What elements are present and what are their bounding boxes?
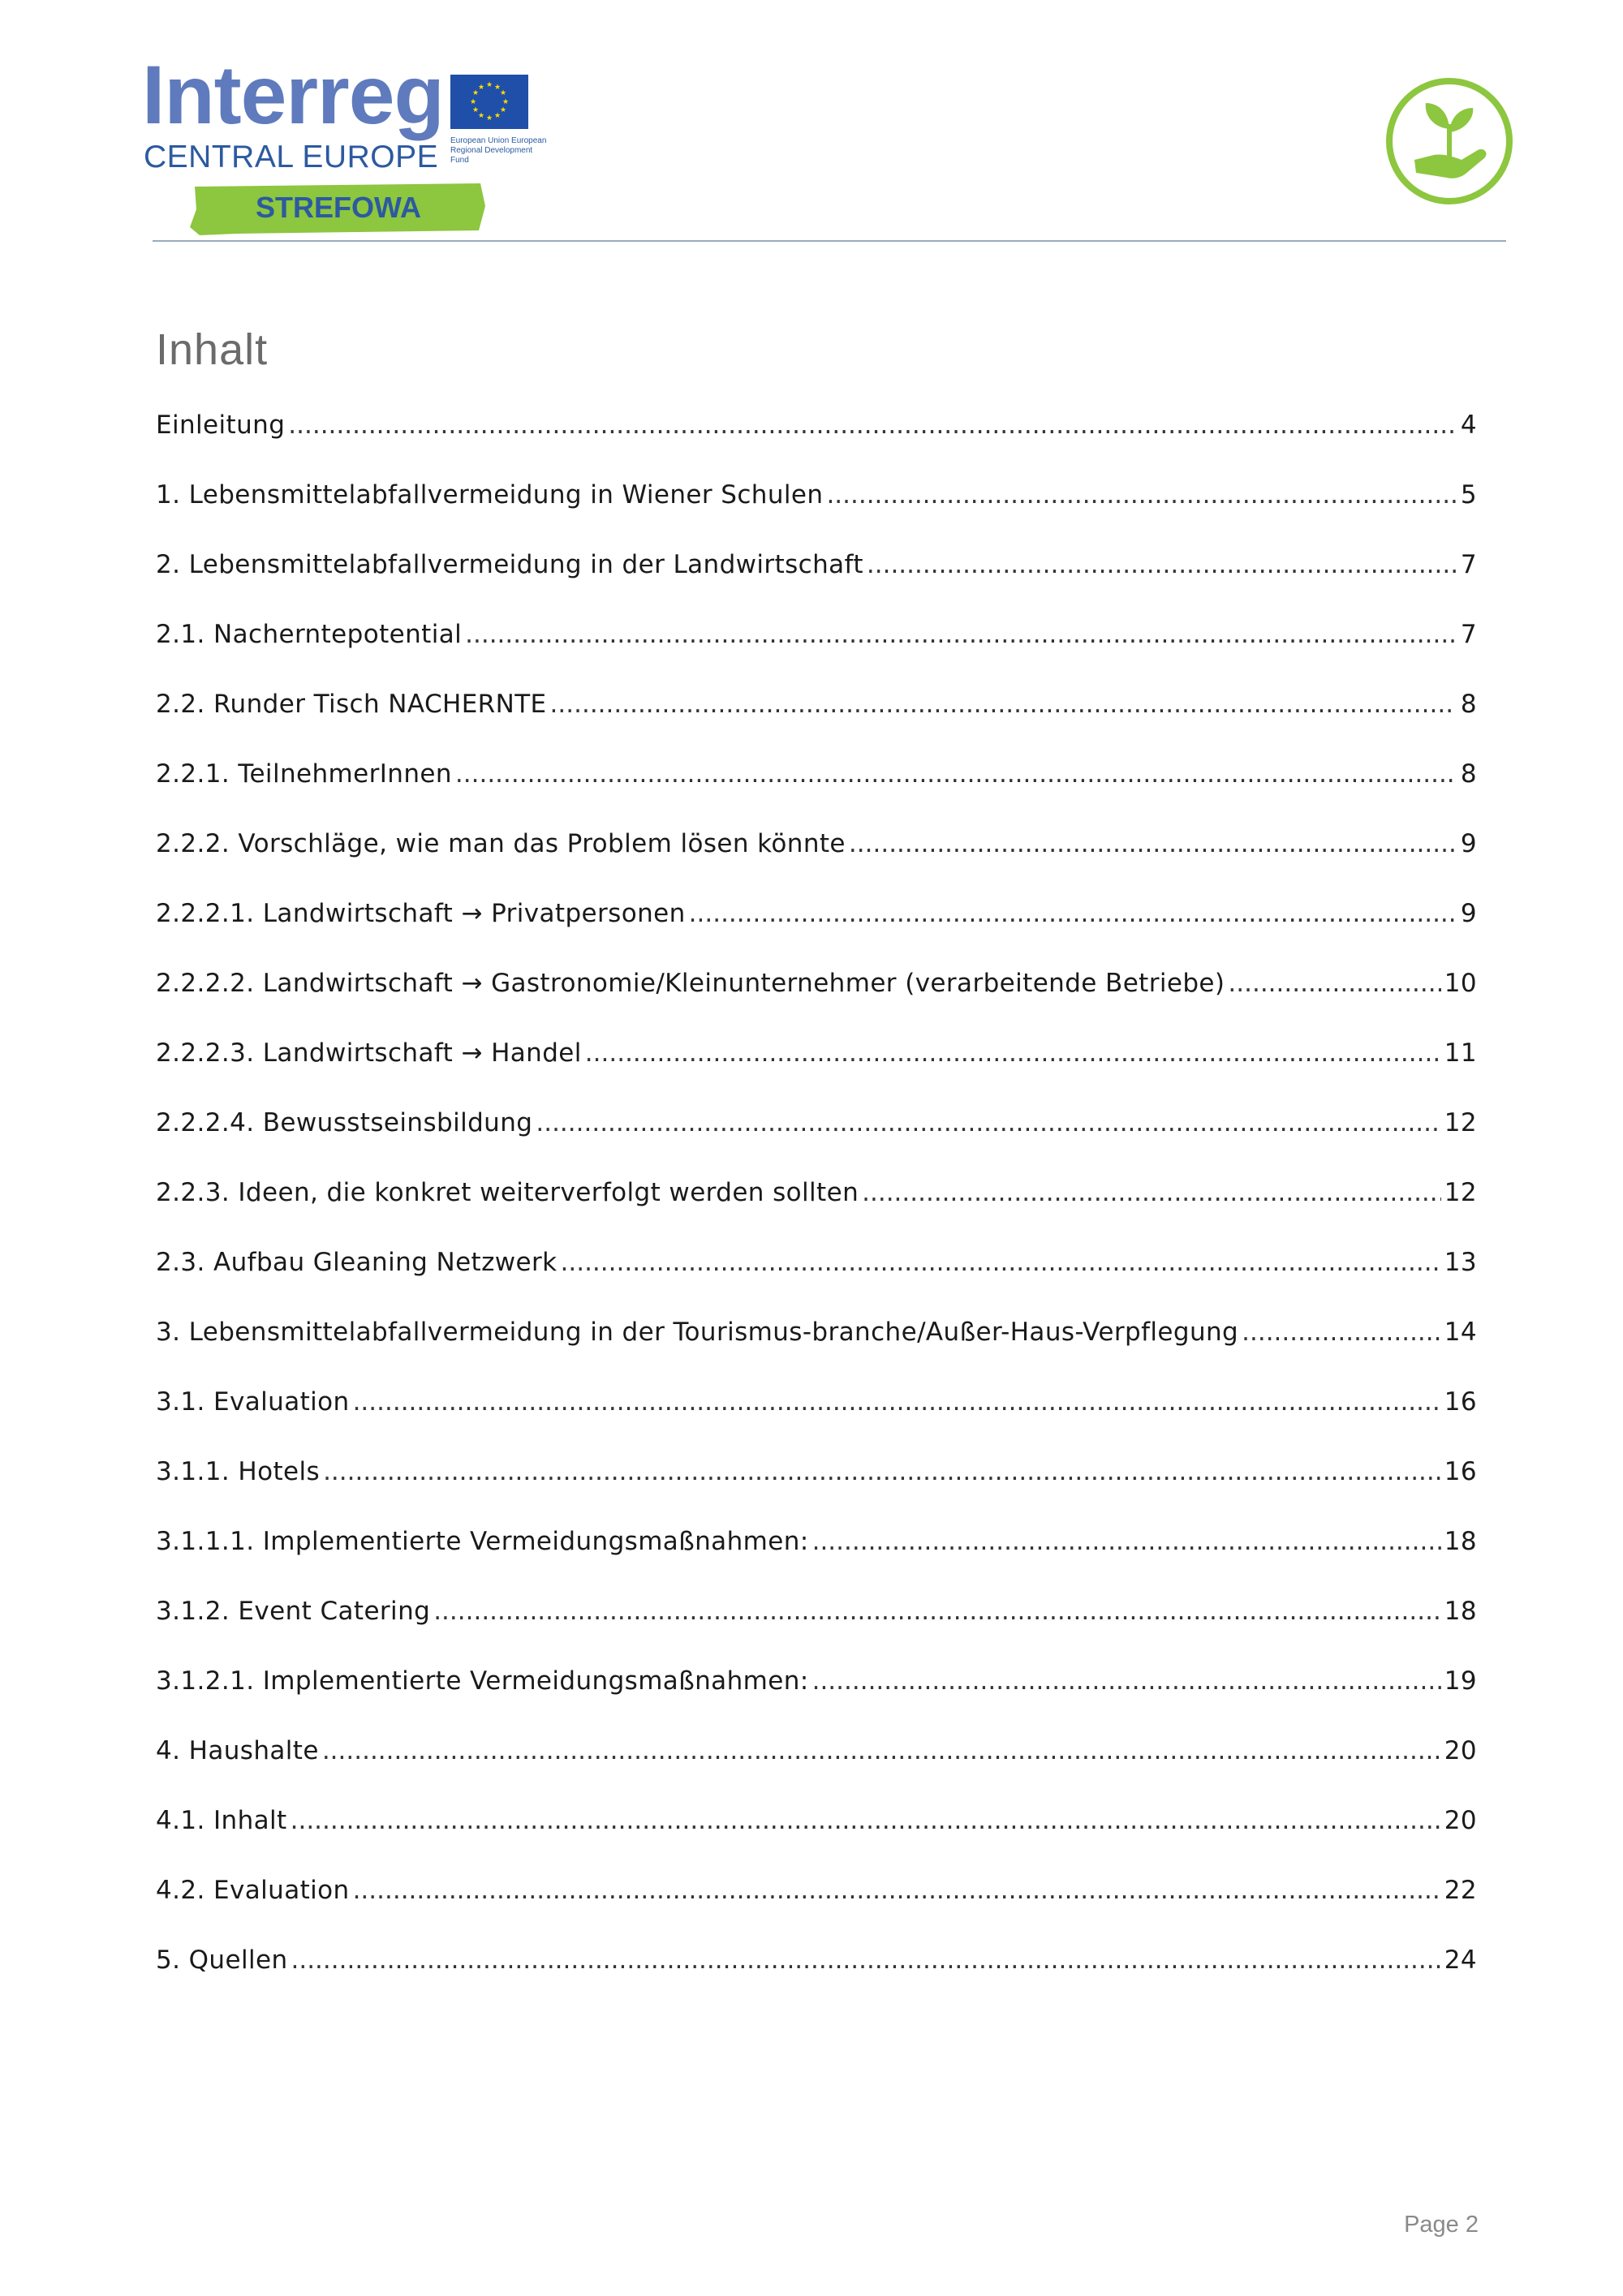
toc-entry[interactable] <box>156 1527 1477 1597</box>
svg-text:★: ★ <box>471 89 480 97</box>
toc-entry[interactable] <box>156 1666 1477 1736</box>
toc-entry-page: 8 <box>1460 759 1477 789</box>
toc-leader-dots <box>322 1736 1441 1765</box>
toc-entry[interactable] <box>156 1387 1477 1457</box>
toc-entry-text: 2.2.3. Ideen, die konkret weiterverfolgt werden sollten <box>156 1178 859 1207</box>
toc-entry[interactable] <box>156 411 1477 480</box>
toc-entry[interactable] <box>156 1457 1477 1527</box>
toc-entry-page: 14 <box>1444 1318 1477 1347</box>
toc-entry[interactable] <box>156 1318 1477 1387</box>
toc-entry-text: Einleitung <box>156 411 286 440</box>
toc-entry[interactable] <box>156 1108 1477 1178</box>
toc-leader-dots <box>550 690 1456 719</box>
toc-leader-dots <box>867 550 1456 579</box>
toc-leader-dots <box>812 1666 1441 1696</box>
toc-leader-dots <box>1228 969 1440 998</box>
toc-entry-text: 3.1.1.1. Implementierte Vermeidungsmaßnahmen: <box>156 1527 809 1556</box>
toc-entry[interactable] <box>156 1597 1477 1666</box>
svg-text:★: ★ <box>485 114 493 123</box>
svg-text:★: ★ <box>499 106 507 114</box>
toc-entry[interactable] <box>156 1248 1477 1318</box>
toc-entry[interactable] <box>156 1876 1477 1946</box>
toc-entry-page: 11 <box>1444 1038 1477 1068</box>
toc-entry-page: 24 <box>1444 1946 1477 1975</box>
toc-entry-text: 2.1. Nacherntepotential <box>156 620 463 649</box>
toc-leader-dots <box>561 1248 1441 1277</box>
svg-text:★: ★ <box>477 112 485 120</box>
toc-entry-page: 20 <box>1444 1736 1477 1765</box>
toc-leader-dots <box>826 480 1456 510</box>
toc-entry[interactable] <box>156 480 1477 550</box>
toc-entry-text: 3. Lebensmittelabfallvermeidung in der Tourismus-branche/Außer-Haus-Verpflegung <box>156 1318 1239 1347</box>
toc-leader-dots <box>849 829 1456 858</box>
page-number: Page 2 <box>1404 2212 1479 2238</box>
header-divider <box>153 240 1506 242</box>
toc-leader-dots <box>812 1527 1441 1556</box>
toc-entry-page: 4 <box>1460 411 1477 440</box>
toc-entry-page: 9 <box>1460 829 1477 858</box>
toc-entry-page: 18 <box>1444 1527 1477 1556</box>
plant-hand-icon <box>1384 75 1515 207</box>
toc-title: Inhalt <box>156 325 269 374</box>
toc-entry[interactable] <box>156 690 1477 759</box>
toc-entry-text: 2.2. Runder Tisch NACHERNTE <box>156 690 547 719</box>
toc-entry-page: 20 <box>1444 1806 1477 1835</box>
toc-leader-dots <box>353 1876 1441 1905</box>
toc-entry-page: 12 <box>1444 1178 1477 1207</box>
toc-entry-page: 22 <box>1444 1876 1477 1905</box>
toc-entry[interactable] <box>156 1946 1477 2015</box>
toc-leader-dots <box>323 1457 1441 1486</box>
toc-entry-text: 4.1. Inhalt <box>156 1806 287 1835</box>
eu-flag-icon <box>450 75 528 129</box>
toc-entry-text: 3.1.2.1. Implementierte Vermeidungsmaßnahmen: <box>156 1666 809 1696</box>
svg-text:★: ★ <box>471 106 480 114</box>
toc-entry-text: 2.2.1. TeilnehmerInnen <box>156 759 452 789</box>
toc-entry[interactable] <box>156 969 1477 1038</box>
toc-leader-dots <box>455 759 1456 789</box>
table-of-contents <box>156 411 1477 2015</box>
toc-leader-dots <box>465 620 1456 649</box>
toc-entry-text: 2.2.2.4. Bewusstseinsbildung <box>156 1108 533 1137</box>
toc-leader-dots <box>689 899 1456 928</box>
toc-entry[interactable] <box>156 759 1477 829</box>
svg-text:★: ★ <box>502 98 510 106</box>
central-europe-label: CENTRAL EUROPE <box>144 140 439 174</box>
toc-entry-page: 18 <box>1444 1597 1477 1626</box>
toc-leader-dots <box>536 1108 1440 1137</box>
toc-entry-page: 16 <box>1444 1387 1477 1417</box>
svg-text:★: ★ <box>499 89 507 97</box>
toc-leader-dots <box>585 1038 1441 1068</box>
svg-text:★: ★ <box>485 81 493 89</box>
toc-entry-text: 3.1.1. Hotels <box>156 1457 321 1486</box>
svg-text:★: ★ <box>493 112 502 120</box>
toc-entry-page: 19 <box>1444 1666 1477 1696</box>
toc-entry-text: 3.1. Evaluation <box>156 1387 350 1417</box>
toc-entry-page: 9 <box>1460 899 1477 928</box>
toc-entry-text: 2.2.2.2. Landwirtschaft → Gastronomie/Kleinunternehmer (verarbeitende Betriebe) <box>156 969 1225 998</box>
toc-leader-dots <box>1242 1318 1441 1347</box>
toc-entry[interactable] <box>156 1806 1477 1876</box>
svg-text:★: ★ <box>477 84 485 92</box>
toc-entry-text: 4. Haushalte <box>156 1736 319 1765</box>
toc-leader-dots <box>433 1597 1441 1626</box>
svg-text:★: ★ <box>469 98 477 106</box>
toc-entry-text: 3.1.2. Event Catering <box>156 1597 431 1626</box>
toc-entry[interactable] <box>156 1178 1477 1248</box>
toc-entry-text: 2. Lebensmittelabfallvermeidung in der Landwirtschaft <box>156 550 863 579</box>
eu-fund-caption: European Union European Regional Development Fund <box>450 136 547 165</box>
toc-entry-text: 2.3. Aufbau Gleaning Netzwerk <box>156 1248 558 1277</box>
toc-entry-page: 7 <box>1460 550 1477 579</box>
toc-entry-text: 2.2.2.1. Landwirtschaft → Privatpersonen <box>156 899 686 928</box>
strefowa-banner <box>188 182 489 239</box>
toc-leader-dots <box>862 1178 1441 1207</box>
toc-entry-page: 10 <box>1444 969 1477 998</box>
svg-text:★: ★ <box>493 84 502 92</box>
toc-entry[interactable] <box>156 899 1477 969</box>
toc-entry-text: 2.2.2. Vorschläge, wie man das Problem lösen könnte <box>156 829 846 858</box>
toc-entry[interactable] <box>156 620 1477 690</box>
toc-entry-page: 12 <box>1444 1108 1477 1137</box>
toc-leader-dots <box>291 1806 1441 1835</box>
toc-entry-text: 1. Lebensmittelabfallvermeidung in Wiener Schulen <box>156 480 824 510</box>
toc-entry[interactable] <box>156 1038 1477 1108</box>
toc-entry-text: 2.2.2.3. Landwirtschaft → Handel <box>156 1038 582 1068</box>
project-name: STREFOWA <box>256 191 421 224</box>
toc-entry-page: 16 <box>1444 1457 1477 1486</box>
toc-entry[interactable] <box>156 829 1477 899</box>
toc-entry-text: 5. Quellen <box>156 1946 288 1975</box>
toc-entry-text: 4.2. Evaluation <box>156 1876 350 1905</box>
toc-entry-page: 13 <box>1444 1248 1477 1277</box>
toc-entry-page: 5 <box>1460 480 1477 510</box>
toc-entry[interactable] <box>156 550 1477 620</box>
toc-entry-page: 7 <box>1460 620 1477 649</box>
interreg-wordmark: Interreg <box>142 49 444 141</box>
toc-leader-dots <box>353 1387 1441 1417</box>
toc-leader-dots <box>288 411 1456 440</box>
toc-entry-page: 8 <box>1460 690 1477 719</box>
toc-leader-dots <box>291 1946 1441 1975</box>
toc-entry[interactable] <box>156 1736 1477 1806</box>
